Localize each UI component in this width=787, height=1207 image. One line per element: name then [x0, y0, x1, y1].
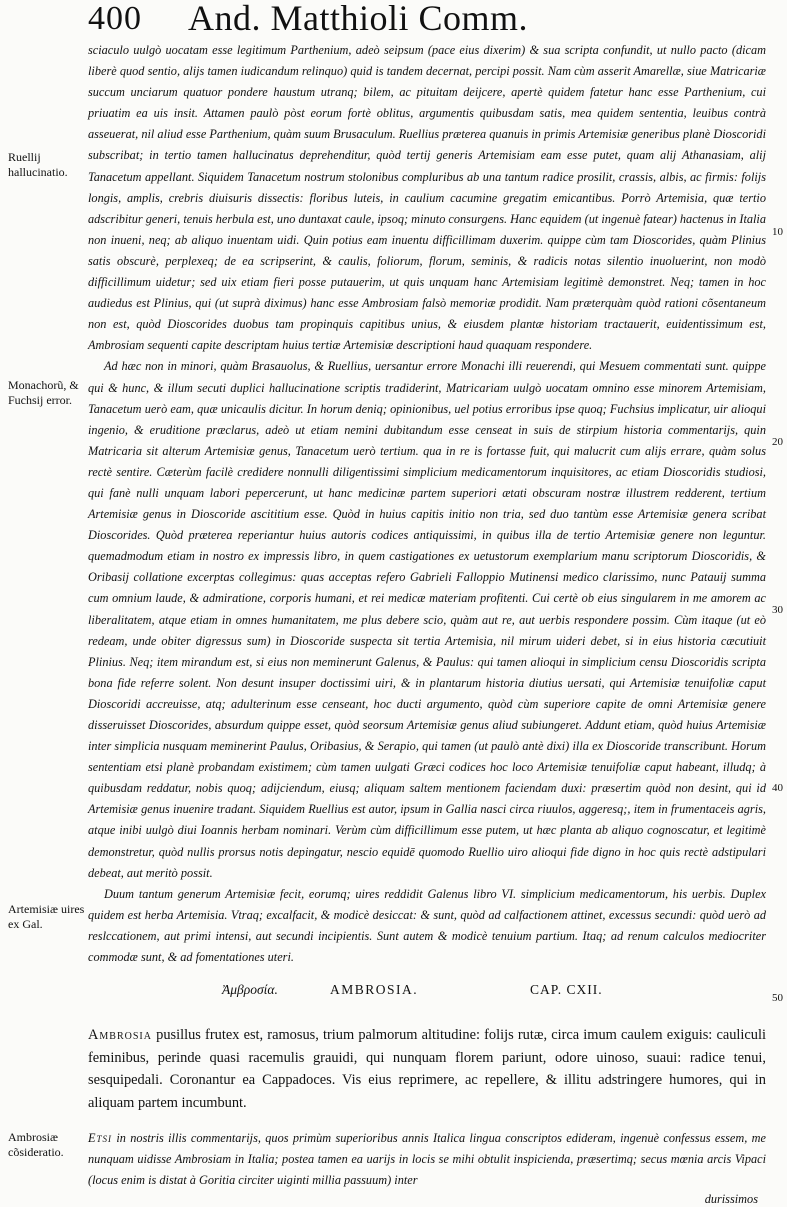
- chapter-greek-title: Ἀμβροσία.: [222, 982, 278, 998]
- commentary-paragraph: Ad hæc non in minori, quàm Brasauolus, & Ruellius, uersantur errore Monachi illi reuerendi, qui Mesuem commentati sunt. quippe qui & hunc, & illum secuti duplici hallucinatione scriptis tradiderint, Matricariam uulgò uocatam omnino esse minorem Artemisiam, Tanacetum uerò eam, quæ unicaulis dicitur. In horum deniq; opinionibus, uel potius erroribus ipse quoq; Fuchsius implicatur, uir alioqui ingenio, & eruditione præclarus, adeò ut etiam nemini dubitandum esse censeat in suis de stirpium historia commentarijs, quin Matricaria sit alterum Artemisiæ genus, Tanacetum uerò tertium. qua in re is fortasse fuit, qui malucrit cum alijs errare, quàm solus rectè sentire. Cæterùm facilè credidere nonnulli diligentissimi simplicium medicamentorum inquisitores, ac etiam Dioscoridis studiosi, qui fanè nulli unquam labori pepercerunt, ut hanc medicinæ partem superiori ætati obscuram nostræ illustrem redderent, tertium Artemisiæ genus in Dioscoride ascititium esse. Quòd in huius capitis initio non tria, sed duo tantùm esse Artemisiæ genera scribat Dioscorides. Quòd præterea reperiantur huius autoris codices antiquissimi, in quibus illa de tertio Artemisiæ genere non leguntur. quemadmodum etiam in nostro ex impressis libro, in quem castigationes ex uetustorum exemplarium manu scriptorum Dioscoridis, & Oribasij collatione excerptas collegimus: quas acceptas refero Gabrieli Falloppio Mutinensi medico clarissimo, nunc Patauij summa cum omnium laude, & admiratione, corporis humani, et rei medicæ materiam profitenti. Cui certè ob eius singularem in me amorem ac liberalitatem, atque etiam in omnes humanitatem, me plus debere scio, quàm aut re, aut uerbis respondere possim. Cùm itaque (ut eò redeam, unde obiter digressus sum) in Dioscoride suspecta sit tertia Artemisia, nil mirum uideri debet, si in eius historia cæcutiuit Plinius. Neq; item mirandum est, si eius non meminerunt Galenus, & Paulus: qui tamen alioqui in simplicium censu Dioscoridis scripta bona fide referre solent. Non desunt insuper doctissimi uiri, & in plantarum historia diutius uersati, qui Artemisiæ tenuifoliæ caput Dioscoridi accreuisse, atq; adulterinum esse censeant, hoc ducti argumento, quòd cùm superiore capite de omni Artemisiæ genere disseruisset Dioscorides, absurdum quippe esset, quòd seorsum Artemisiæ genus aliud subiungeret. Addunt etiam, quòd huius Artemisiæ inter simplicia nusquam meminerint Paulus, Oribasius, & Serapio, qui tamen (ut paulò antè dixi) illa ex Dioscoride transcribunt. Horum sententiam etsi planè probandam existimem; cùm tamen uulgati Græci codices hoc loco Artemisiæ tenuifoliæ caput habeant, illudq; à quibusdam reddatur, nobis quoq; adijciendum, eiusq; aliquam saltem mentionem faciendam duxi: præsertim quòd non desint, qui id Artemisiæ genus inuenire tradant. Siquidem Ruellius est autor, ipsum in Gallia nasci circa riuulos, aggeresq;, item in frumentaceis agris, atque inibi uulgò diui Ioannis herbam nominari. Verùm cùm difficillimum esse putem, ut hæc planta ab aliquo cognoscatur, et legitimè demonstretur, quòd nullis prorsus notis depingatur, nescio equidē quomodo Ruellio uiro alioqui fide digno in hoc quis rectè adstipulari debeat, aut meritò possit.: [88, 359, 766, 880]
- line-number-10: 10: [772, 226, 783, 238]
- line-number-30: 30: [772, 604, 783, 616]
- line-number-50: 50: [772, 992, 783, 1004]
- margin-note-monachorum: Monachorũ, & Fuchsij error.: [8, 378, 79, 407]
- page-number: 400: [88, 0, 142, 37]
- margin-note-artemisiae-vires: Artemisiæ uires ex Gal.: [8, 902, 85, 931]
- ambrosia-commentary: [88, 1128, 766, 1191]
- text-column: [88, 40, 766, 1207]
- dioscorides-lead-word: Ambrosia: [88, 1027, 152, 1044]
- commentary-paragraph: sciaculo uulgò uocatam esse legitimum Parthenium, adeò seipsum (pace eius dixerim) & sua scripta confundit, ut nullo pacto (dicam liberè quod sentio, alijs tamen iudicandum relinquo) quid is tandem decernat, percipi possit. Nam cùm asserit Amarellæ, siue Matricariæ succum unciarum quatuor pondere haustum utranq; bilem, ac pituitam deijcere, apertè quidem fatetur hanc esse Parthenium, cui priuatim ea uis insit. Attamen paulò pòst eorum fortè oblitus, argumentis quibusdam satis, mea quidem sententia, leuibus contrà asseuerat, nil aliud esse Parthenium, quàm suum Brusaculum. Ruellius præterea quanuis in primis Artemisiæ generibus planè Dioscoridi subscribat; in tertio tamen hallucinatus deprehenditur, quòd tertij generis Artemisiam eam esse putet, quam alij Athanasiam, alij Tanacetum appellant. Siquidem Tanacetum nostrum stolonibus compluribus ab una tantum radice prosilit, crassis, albis, ac firmis: folijs longis, amplis, crebris diuisuris dissectis: floribus luteis, in caulium cacumine gregatim emicantibus. Porrò Artemisia, quæ tertio adscribitur generi, tenuis herbula est, uno duntaxat caule, ipsoq; minuto consurgens. Hanc equidem (ut ingenuè fatear) hactenus in Italia non inueni, neq; ab aliquo inuentam uidi. Quin potius eam inuentu difficillimam duxerim. quippe cùm tam Dioscorides, quàm Plinius satis obscurè, perplexeq; de ea scripserint, & caulis, foliorum, florum, seminis, & radicis notas silentio inuoluerint, non modò difficillimum uidetur; sed uix etiam fieri posse putauerim, ut quis unquam hanc Artemisiam legitimè demonstret. Neq; tamen in hoc audiedus est Plinius, qui (ut suprà diximus) hanc esse Ambrosiam falsò memoriæ prodidit. Nam præterquàm quòd rationi cõsentaneum non est, quòd Dioscorides duobus tam propinquis capitibus unius, & eiusdem plantæ historiam tractauerit, euidentissimum est, Ambrosiam sequenti capite descriptam huius tertiæ Artemisiæ descriptioni haud quaquam respondere.: [88, 43, 766, 353]
- line-number-40: 40: [772, 782, 783, 794]
- ambrosia-commentary-lead-word: Etsi: [88, 1131, 113, 1146]
- chapter-number: CAP. CXII.: [530, 982, 603, 998]
- line-number-20: 20: [772, 436, 783, 448]
- commentary-paragraph: Duum tantum generum Artemisiæ fecit, eorumq; uires reddidit Galenus libro VI. simplicium medicamentorum, his uerbis. Duplex quidem est herba Artemisia. Vtraq; excalfacit, & modicè desiccat: & sunt, quòd ad calfactionem attinet, excessus secundi: quòd uerò ad reslccationem, aut primi intensi, aut secundi incipientis. Sunt autem & modicè tenuium partium. Itaq; ad renum calculos mediocriter commodæ sunt, & ad fomentationes uteri.: [88, 886, 766, 965]
- ambrosia-commentary-body: in nostris illis commentarijs, quos primùm superioribus annis Italica lingua conscriptos edideram, ingenuè confessus essem, me nunquam uidisse Ambrosiam in Italia; postea tamen ea uarijs in locis se mihi obtulit inspicienda, præsertimq; secus mœnia arcis Vipaci (locus enim is distat à Goritia circiter uiginti millia passuum) inter: [88, 1131, 767, 1188]
- margin-note-ruellius: Ruellij hallucinatio.: [8, 150, 68, 179]
- dioscorides-body: pusillus frutex est, ramosus, trium palmorum altitudine: folijs rutæ, circa imum caulem exiguis: cauliculi feminibus, perinde quasi racemulis grauidi, qui nunquam florem pariunt, odore uinoso, suaui: radice tenui, sesquipedali. Coronantur ea Cappadoces. Vis eius reprimere, ac repellere, & illitu adstringere humores, qui in aliquam partem incumbunt.: [88, 1027, 766, 1111]
- chapter-latin-title: AMBROSIA.: [330, 982, 419, 998]
- catchword: durissimos: [704, 1192, 758, 1207]
- margin-note-ambrosiae: Ambrosiæ cõsideratio.: [8, 1130, 64, 1159]
- chapter-heading: [88, 968, 766, 1008]
- dioscorides-text: [88, 1024, 766, 1114]
- running-head: And. Matthioli Comm.: [188, 0, 529, 38]
